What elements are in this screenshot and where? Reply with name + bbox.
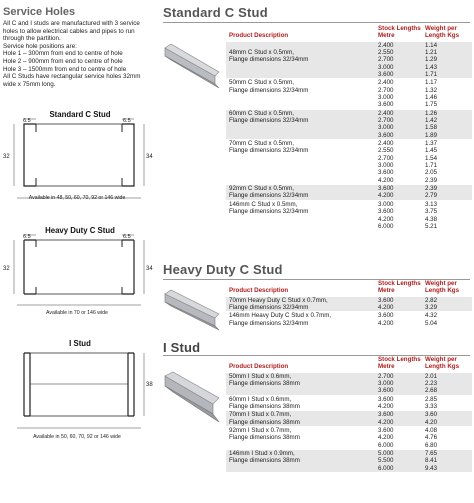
dim-label: 6.5 [123,234,131,240]
stock-length-cell: 5.500 [375,457,422,464]
product-description-cell: Flange dimensions 32/34mm [226,147,375,154]
product-description-cell: Flange dimensions 38mm [226,380,375,387]
table-row [226,223,472,230]
table-row [226,457,472,464]
weight-cell: 1.75 [422,101,472,109]
stock-length-cell: 3.600 [375,387,422,395]
product-description-cell: 92mm I Stud x 0.7mm, [226,427,375,435]
product-description-cell [226,64,375,71]
weight-cell: 1.89 [422,132,472,140]
standard-c-stud-table [226,26,472,230]
product-description-cell [226,387,375,395]
weight-cell: 1.29 [422,56,472,63]
service-holes-line: Hole 2 – 900mm from end to centre of hole [3,57,123,65]
table-row [226,109,472,117]
product-description-cell: 50mm I Stud x 0.6mm, [226,372,375,380]
stock-length-cell: 3.000 [375,162,422,169]
stock-length-cell: 2.700 [375,155,422,162]
weight-cell: 1.54 [422,155,472,162]
product-description-cell [226,442,375,450]
stock-length-cell: 4.200 [375,419,422,427]
table-row [226,434,472,441]
weight-cell: 2.23 [422,380,472,387]
table-row [226,320,472,327]
product-description-cell [226,465,375,472]
product-description-cell [226,101,375,109]
standard-c-stud-diagram [2,116,156,206]
stock-length-cell: 4.200 [375,434,422,441]
table-row [226,101,472,109]
service-holes-title: Service Holes [3,6,76,18]
stock-length-cell: 2.550 [375,49,422,56]
table-row [226,387,472,395]
col-header-description: Product Description [229,286,289,294]
stock-length-cell: 3.600 [375,208,422,215]
dim-label: 6.5 [123,118,131,124]
product-description-cell [226,124,375,131]
stock-length-cell: 2.400 [375,41,422,49]
standard-c-stud-title: Standard C Stud [163,5,268,20]
stock-length-cell: 5.000 [375,450,422,458]
stock-length-cell: 3.000 [375,64,422,71]
col-header-description: Product Description [229,362,289,370]
dim-label: 38 [146,382,153,388]
table-row [226,200,472,208]
weight-cell: 3.29 [422,304,472,312]
weight-cell: 1.46 [422,94,472,101]
stock-length-cell: 3.600 [375,71,422,79]
table-row [226,140,472,148]
table-row [226,185,472,193]
stock-length-cell: 3.600 [375,312,422,320]
product-description-cell [226,177,375,185]
table-row [226,192,472,200]
service-holes-line: All C Studs have rectangular service holes 32mm wide x 75mm long. [3,73,141,88]
table-row [226,419,472,427]
weight-cell: 4.20 [422,419,472,427]
stock-length-cell: 2.400 [375,109,422,117]
stock-length-cell: 3.000 [375,200,422,208]
table-row [226,117,472,124]
i-stud-diagram [2,348,156,438]
stock-length-cell: 6.000 [375,442,422,450]
table-row [226,79,472,87]
standard-c-stud-photo [163,38,220,88]
weight-cell: 8.41 [422,457,472,464]
weight-cell: 2.85 [422,395,472,403]
service-holes-line: All C and I studs are manufactured with 3 service holes to allow electrical cables and pipes to run through the partition. [3,20,140,43]
weight-cell: 1.42 [422,117,472,124]
col-header-description: Product Description [229,31,289,39]
heavy-duty-c-stud-diagram [2,232,156,312]
stock-length-cell: 3.600 [375,427,422,435]
stock-length-cell: 2.700 [375,117,422,124]
col-header-weight: Weight per Length Kgs [425,280,460,294]
weight-cell: 1.14 [422,41,472,49]
table-row [226,177,472,185]
weight-cell: 3.13 [422,200,472,208]
heavy-duty-c-stud-availability: Available in 70 or 146 wide [46,310,108,316]
stock-length-cell: 3.000 [375,380,422,387]
weight-cell: 3.33 [422,403,472,411]
table-row [226,132,472,140]
stock-length-cell: 2.550 [375,147,422,154]
product-description-cell: Flange dimensions 32/34mm [226,56,375,63]
weight-cell: 1.58 [422,124,472,131]
weight-cell: 1.32 [422,87,472,94]
stock-length-cell: 3.600 [375,185,422,193]
table-row [226,155,472,162]
product-description-cell: Flange dimensions 32/34mm [226,192,375,200]
weight-cell: 6.80 [422,442,472,450]
table-row [226,162,472,169]
stock-length-cell: 6.000 [375,465,422,472]
product-description-cell: 146mm I Stud x 0.9mm, [226,450,375,458]
stock-length-cell: 2.400 [375,79,422,87]
table-row [226,41,472,49]
service-holes-text [3,20,153,88]
stock-length-cell: 3.000 [375,124,422,131]
stock-length-cell: 3.600 [375,132,422,140]
stock-length-cell: 3.600 [375,395,422,403]
product-description-cell [226,162,375,169]
weight-cell: 4.38 [422,216,472,223]
table-row [226,87,472,94]
stock-length-cell: 4.200 [375,177,422,185]
product-description-cell [226,94,375,101]
dim-label: 6.5 [23,234,31,240]
product-description-cell [226,169,375,176]
product-description-cell: 60mm C Stud x 0.5mm, [226,109,375,117]
col-header-length: Stock Lengths Metre [378,25,421,39]
dim-label: 32 [3,266,10,272]
product-description-cell: 70mm C Stud x 0.5mm, [226,140,375,148]
service-holes-line: Hole 1 – 300mm from end to centre of hole [3,50,123,58]
stock-length-cell: 2.700 [375,372,422,380]
stock-length-cell: 3.000 [375,94,422,101]
service-holes-line: Hole 3 – 1500mm from end to centre of hole [3,65,127,73]
weight-cell: 2.01 [422,372,472,380]
table-row [226,49,472,56]
stock-length-cell: 2.700 [375,87,422,94]
weight-cell: 2.05 [422,169,472,176]
product-description-cell: 70mm Heavy Duty C Stud x 0.7mm, [226,296,375,304]
heavy-duty-c-stud-table [226,281,472,327]
dim-label: 6.5 [23,118,31,124]
col-header-length: Stock Lengths Metre [378,356,421,370]
weight-cell: 1.71 [422,71,472,79]
stock-length-cell: 4.200 [375,403,422,411]
weight-cell: 3.60 [422,411,472,419]
stock-length-cell: 3.600 [375,101,422,109]
table-row [226,147,472,154]
section-divider [163,355,470,356]
table-row [226,296,472,304]
product-description-cell: Flange dimensions 38mm [226,403,375,411]
stock-length-cell: 3.600 [375,296,422,304]
table-row [226,465,472,472]
table-row [226,450,472,458]
table-row [226,380,472,387]
table-row [226,372,472,380]
table-row [226,411,472,419]
product-description-cell: 48mm C Stud x 0.5mm, [226,49,375,56]
heavy-duty-c-stud-photo [163,288,220,332]
product-description-cell: Flange dimensions 32/34mm [226,320,375,327]
table-row [226,403,472,411]
product-description-cell: 60mm I Stud x 0.6mm, [226,395,375,403]
product-description-cell: Flange dimensions 32/34mm [226,87,375,94]
product-description-cell: 146mm C Stud x 0.5mm, [226,200,375,208]
product-description-cell: Flange dimensions 38mm [226,434,375,441]
weight-cell: 7.65 [422,450,472,458]
col-header-weight: Weight per Length Kgs [425,356,460,370]
table-row [226,442,472,450]
weight-cell: 3.75 [422,208,472,215]
stock-length-cell: 3.600 [375,411,422,419]
i-stud-figure-title: I Stud [69,339,91,348]
product-description-cell [226,71,375,79]
table-row [226,71,472,79]
table-row [226,304,472,312]
section-divider [163,22,470,23]
standard-c-stud-figure-title: Standard C Stud [49,110,111,119]
i-stud-title: I Stud [163,340,201,355]
weight-cell: 1.17 [422,79,472,87]
product-description-cell [226,155,375,162]
weight-cell: 5.04 [422,320,472,327]
section-divider [163,279,470,280]
heavy-duty-c-stud-figure-title: Heavy Duty C Stud [45,226,115,235]
i-stud-table [226,357,472,472]
weight-cell: 1.21 [422,49,472,56]
stock-length-cell: 3.600 [375,169,422,176]
product-description-cell: Flange dimensions 32/34mm [226,117,375,124]
table-row [226,427,472,435]
stock-length-cell: 2.700 [375,56,422,63]
table-row [226,94,472,101]
col-header-weight: Weight per Length Kgs [425,25,460,39]
weight-cell: 4.76 [422,434,472,441]
table-row [226,208,472,215]
weight-cell: 9.43 [422,465,472,472]
product-description-cell [226,41,375,49]
weight-cell: 4.08 [422,427,472,435]
product-description-cell: Flange dimensions 32/34mm [226,304,375,312]
i-stud-availability: Available in 50, 60, 70, 92 or 146 wide [33,434,121,440]
dim-label: 34 [146,266,153,272]
stock-length-cell: 6.000 [375,223,422,230]
dim-label: 34 [146,154,153,160]
product-description-cell: Flange dimensions 32/34mm [226,208,375,215]
product-description-cell [226,223,375,230]
standard-c-stud-availability: Available in 48, 50, 60, 70, 92 or 146 wide [28,195,126,201]
stock-length-cell: 4.200 [375,192,422,200]
weight-cell: 2.68 [422,387,472,395]
product-description-cell [226,216,375,223]
product-description-cell [226,132,375,140]
weight-cell: 2.79 [422,192,472,200]
table-row [226,64,472,71]
weight-cell: 4.32 [422,312,472,320]
product-description-cell: Flange dimensions 38mm [226,419,375,427]
heavy-duty-c-stud-title: Heavy Duty C Stud [163,262,283,277]
stock-length-cell: 2.400 [375,140,422,148]
stock-length-cell: 4.200 [375,304,422,312]
dim-label: 32 [3,154,10,160]
service-holes-line: Service hole positions are: [3,42,77,50]
weight-cell: 1.26 [422,109,472,117]
stock-length-cell: 4.200 [375,320,422,327]
i-stud-photo [163,368,220,428]
col-header-length: Stock Lengths Metre [378,280,421,294]
table-row [226,124,472,131]
weight-cell: 1.37 [422,140,472,148]
product-description-cell: 92mm C Stud x 0.5mm, [226,185,375,193]
weight-cell: 2.39 [422,185,472,193]
weight-cell: 1.71 [422,162,472,169]
weight-cell: 1.43 [422,64,472,71]
table-row [226,312,472,320]
table-row [226,216,472,223]
table-row [226,395,472,403]
weight-cell: 2.39 [422,177,472,185]
product-description-cell: 146mm Heavy Duty C Stud x 0.7mm, [226,312,375,320]
table-row [226,169,472,176]
stock-length-cell: 4.200 [375,216,422,223]
weight-cell: 5.21 [422,223,472,230]
weight-cell: 2.82 [422,296,472,304]
weight-cell: 1.45 [422,147,472,154]
product-description-cell: 50mm C Stud x 0.5mm, [226,79,375,87]
product-description-cell: Flange dimensions 38mm [226,457,375,464]
product-description-cell: 70mm I Stud x 0.7mm, [226,411,375,419]
table-row [226,56,472,63]
